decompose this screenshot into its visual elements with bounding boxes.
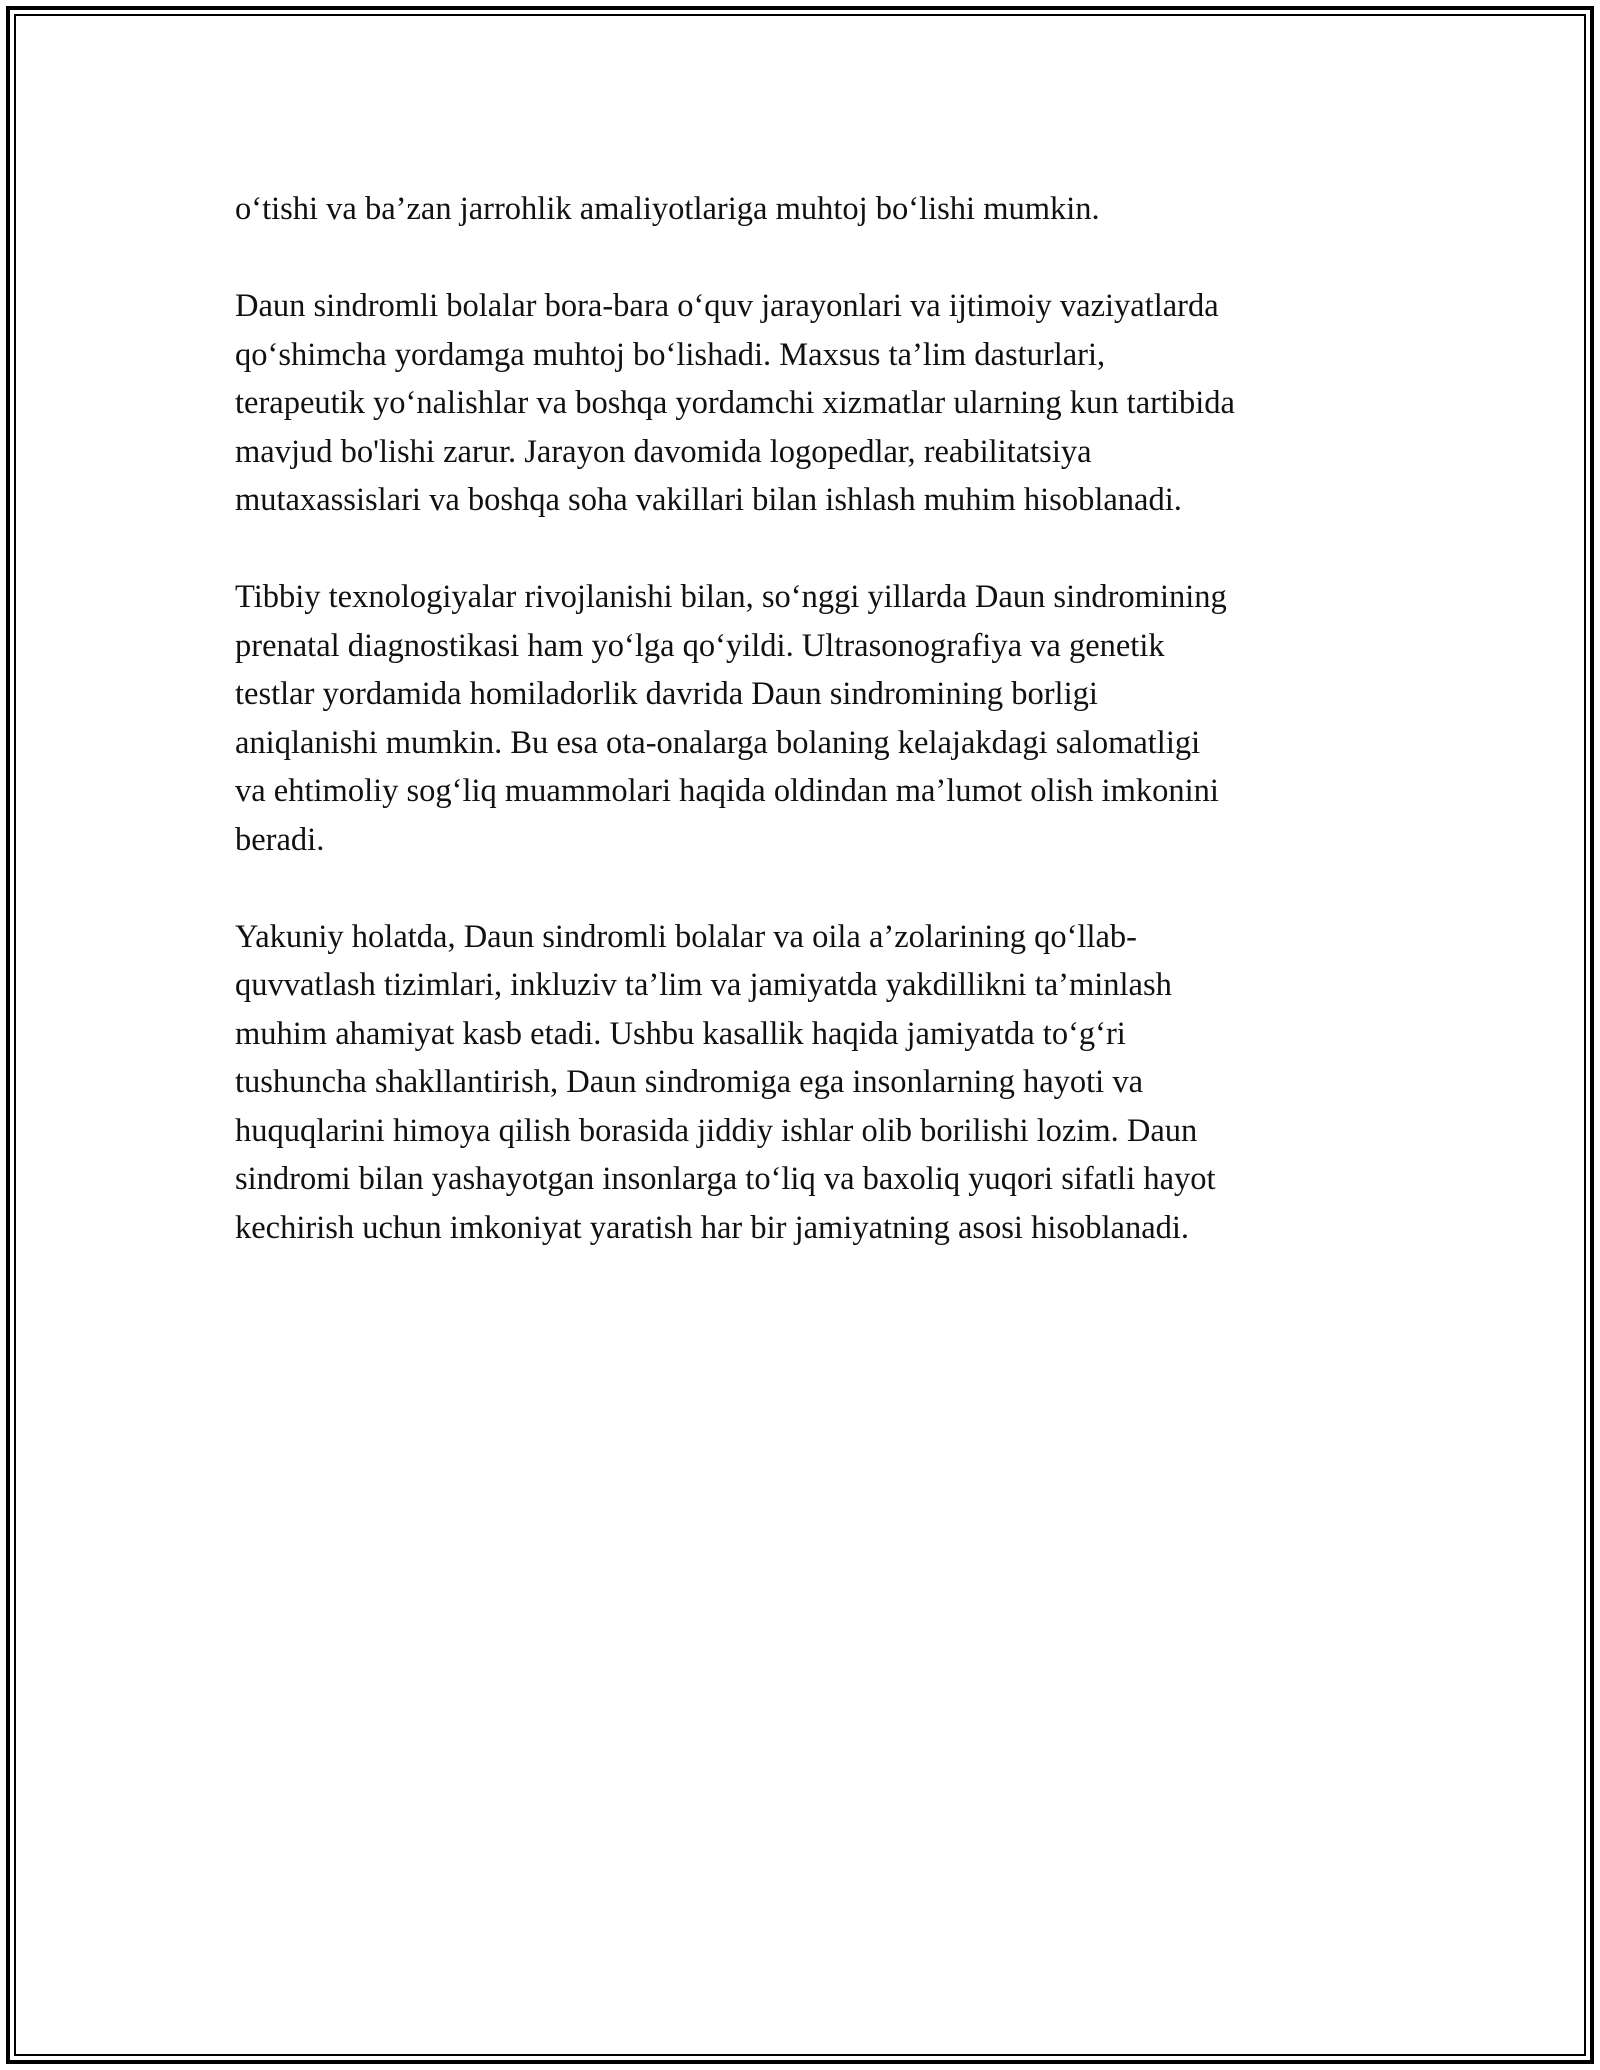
paragraph-2: Daun sindromli bolalar bora-bara o‘quv jarayonlari va ijtimoiy vaziyatlarda qo‘shimcha yordamga muhtoj bo‘lishadi. Maxsus ta’lim dasturlari, terapeutik yo‘nalishlar va boshqa yordamchi xizmatlar ularning kun tartibida mavjud bo'lishi zarur. Jarayon davomida logopedlar, reabilitatsiya mutaxassislari va boshqa soha vakillari bilan ishlash muhim hisoblanadi. [235, 288, 1235, 518]
paragraph-4: Yakuniy holatda, Daun sindromli bolalar va oila a’zolarining qo‘llab- quvvatlash tizimlari, inkluziv ta’lim va jamiyatda yakdillikni ta’minlash muhim ahamiyat kasb etadi. Ushbu kasallik haqida jamiyatda to‘g‘ri tushuncha shakllantirish, Daun sindromiga ega insonlarning hayoti va huquqlarini himoya qilish borasida jiddiy ishlar olib borilishi lozim. Daun sindromi bilan yashayotgan insonlarga to‘liq va baxoliq yuqori sifatli hayot kechirish uchun imkoniyat yaratish har bir jamiyatning asosi hisoblanadi. [235, 918, 1216, 1246]
document-body [235, 185, 1375, 1301]
paragraph-3: Tibbiy texnologiyalar rivojlanishi bilan, so‘nggi yillarda Daun sindromining prenatal diagnostikasi ham yo‘lga qo‘yildi. Ultrasonografiya va genetik testlar yordamida homiladorlik davrida Daun sindromining borligi aniqlanishi mumkin. Bu esa ota-onalarga bolaning kelajakdagi salomatligi va ehtimoliy sog‘liq muammolari haqida oldindan ma’lumot olish imkonini beradi. [235, 579, 1227, 858]
paragraph-1: o‘tishi va ba’zan jarrohlik amaliyotlariga muhtoj bo‘lishi mumkin. [235, 191, 1100, 227]
